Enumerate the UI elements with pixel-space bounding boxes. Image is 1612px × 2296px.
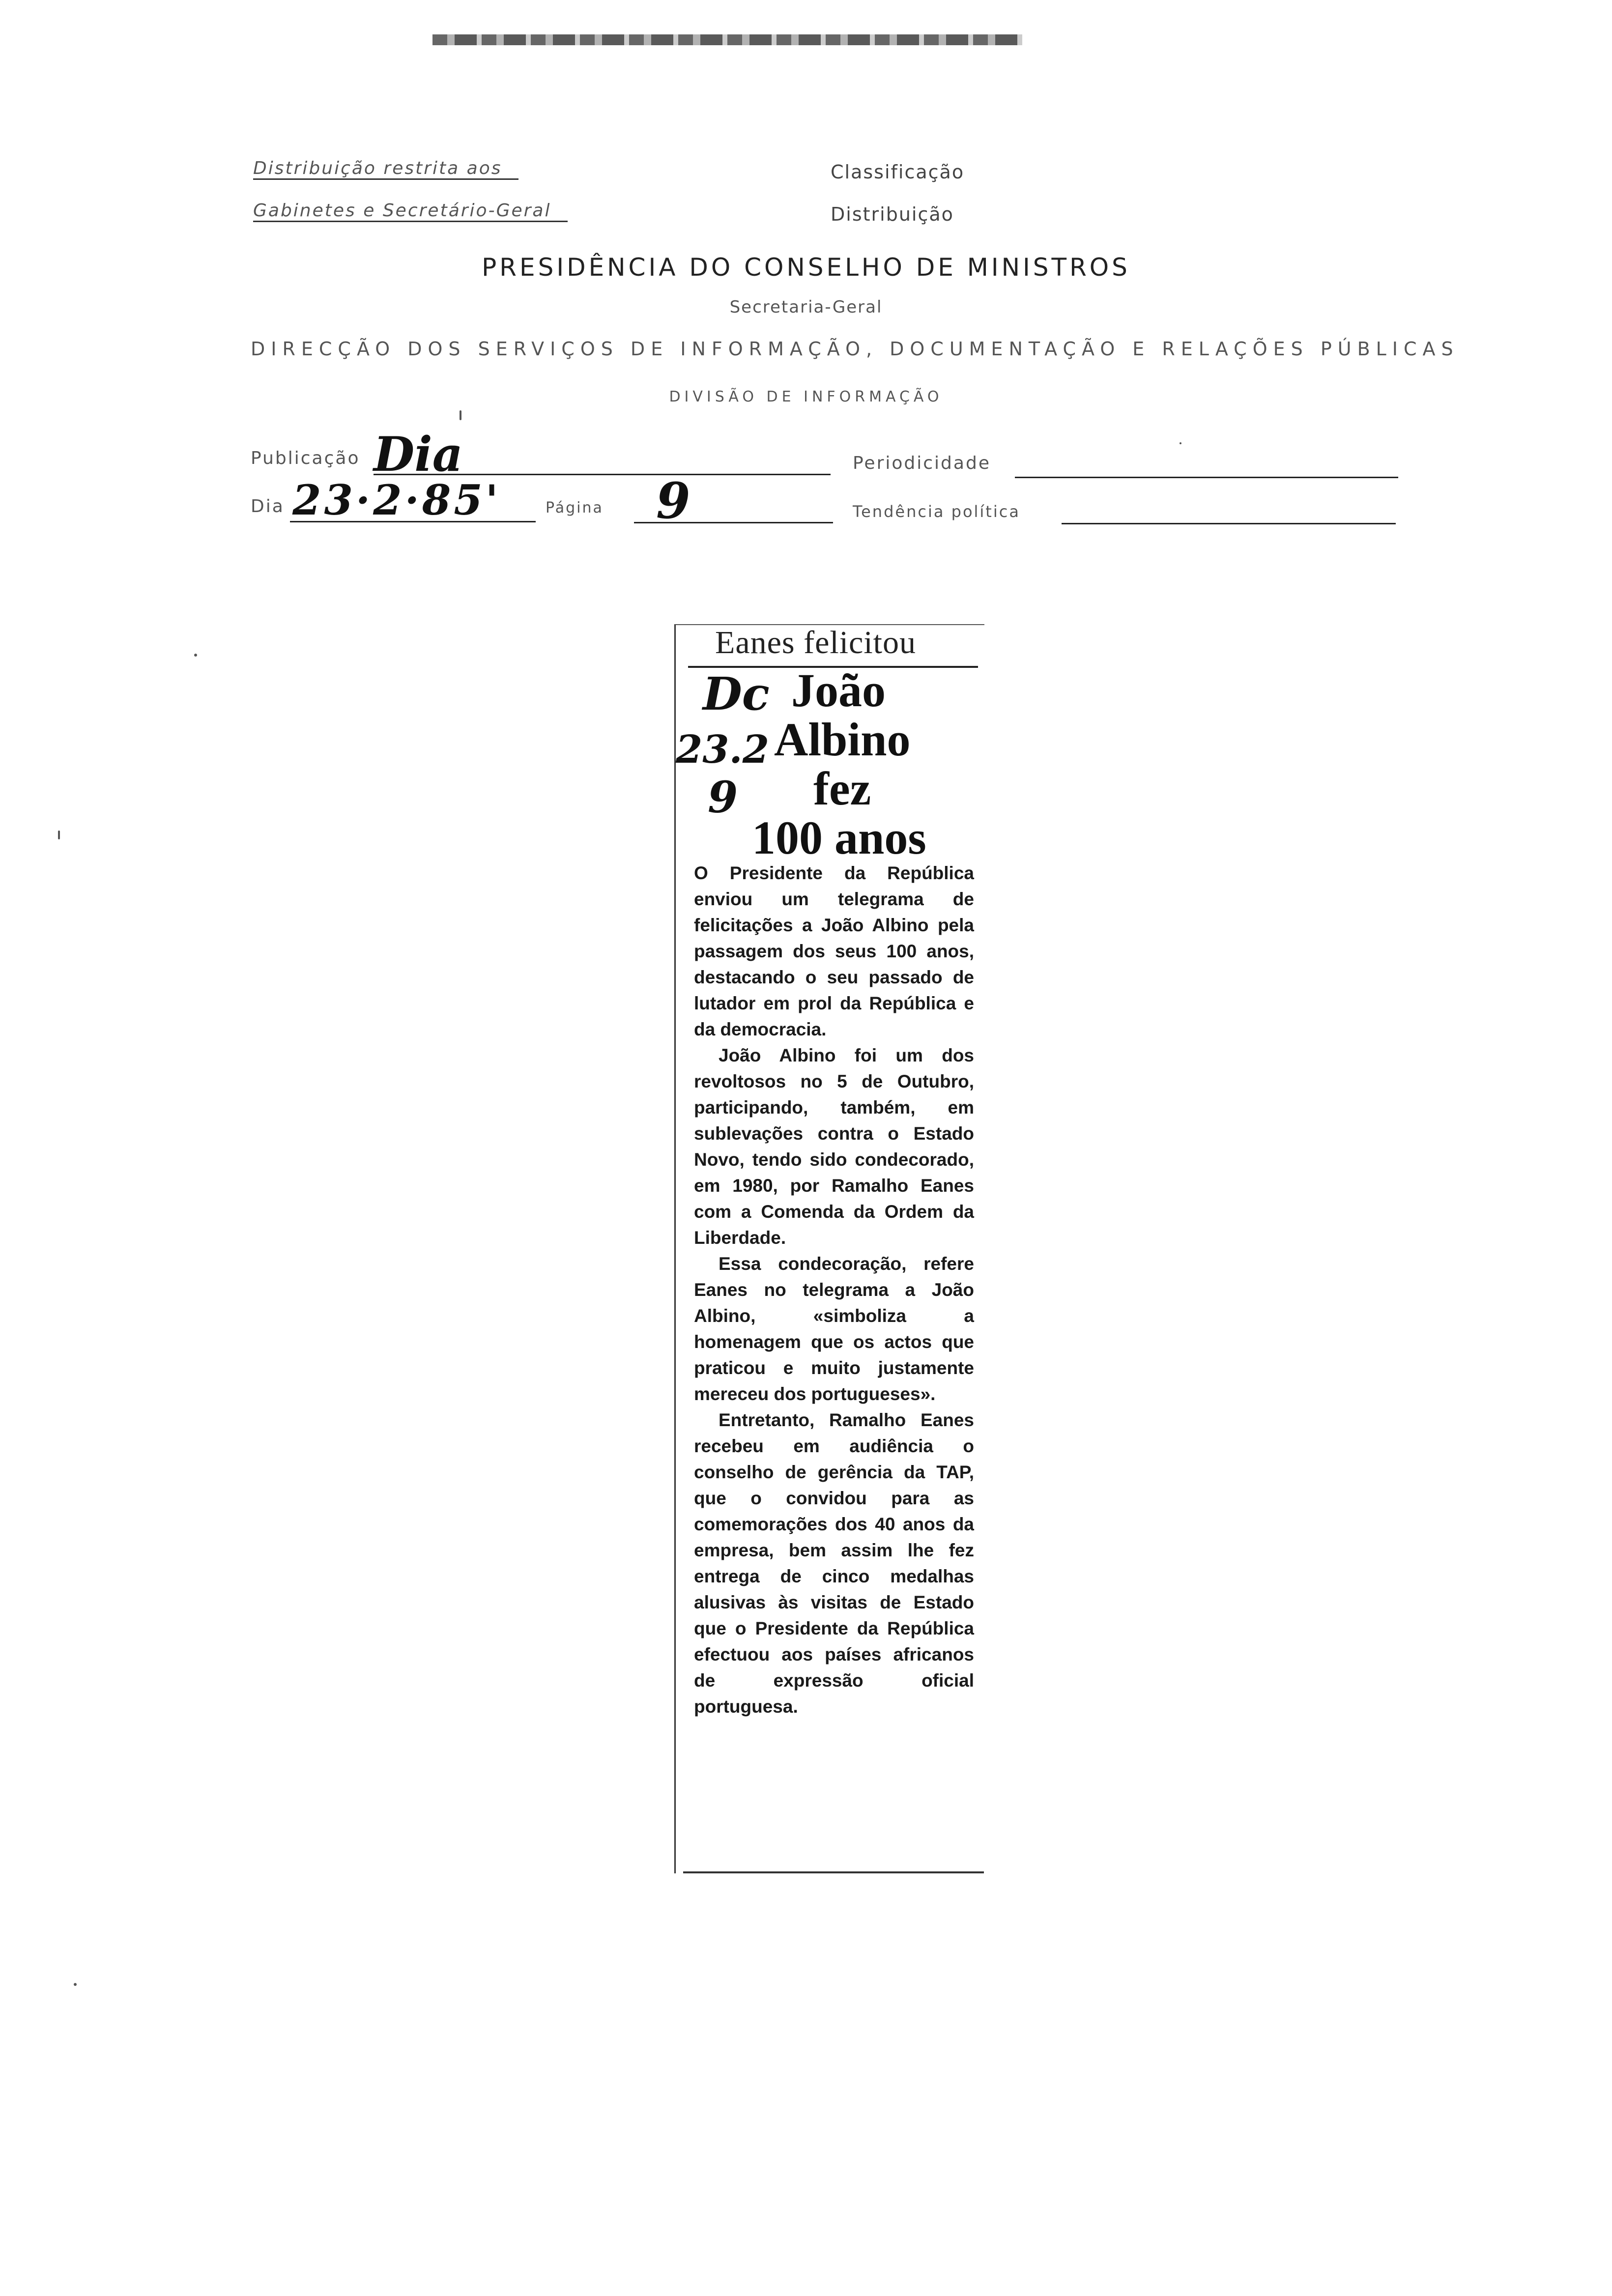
headline-line-2: Albino [774,713,911,766]
directorate-line: DIRECÇÃO DOS SERVIÇOS DE INFORMAÇÃO, DOCUMENTAÇÃO E RELAÇÕES PÚBLICAS [251,338,1459,360]
clipping-bottom-edge [683,1871,984,1873]
publication-line [374,474,831,475]
publication-label: Publicação [251,448,360,468]
scan-speck [1180,442,1181,444]
political-tendency-label: Tendência política [853,502,1020,521]
day-label: Dia [251,496,285,517]
page-label: Página [546,499,604,517]
page-value: 9 [656,472,691,530]
page-line [634,522,833,523]
article-paragraph-1: O Presidente da República enviou um telegrama de felicitações a João Albino pela passagem dos seus 100 anos, destacando o seu passado de lutador em prol da República e da democracia. [694,863,974,1039]
distribution-note-line2: Gabinetes e Secretário-Geral [253,201,568,222]
day-line [290,521,536,522]
scan-speck [58,831,60,839]
periodicity-line [1015,477,1398,478]
clipping-kicker: Eanes felicitou [715,625,917,660]
day-value: 23·2·85' [292,476,501,524]
scan-speck [74,1983,77,1986]
annotation-page: 9 [708,772,738,823]
political-tendency-line [1062,523,1396,524]
ministry-subtitle: Secretaria-Geral [729,297,883,317]
classification-label: Classificação [831,161,965,183]
division-line: DIVISÃO DE INFORMAÇÃO [669,388,943,405]
headline-line-4: 100 anos [752,811,926,864]
scan-speck [460,410,461,420]
scan-speck [194,654,197,657]
article-paragraph-3: Essa condecoração, refere Eanes no telegrama a João Albino, «simboliza a homenagem que os actos que praticou e muito justamente mereceu dos portugueses». [694,1254,974,1404]
article-body [694,860,974,1720]
ministry-title: PRESIDÊNCIA DO CONSELHO DE MINISTROS [482,253,1130,282]
annotation-dc: Dc [703,667,770,720]
annotation-date: 23.2 [676,727,769,772]
article-paragraph-4: Entretanto, Ramalho Eanes recebeu em audiência o conselho de gerência da TAP, que o convidou para as comemorações dos 40 anos da empresa, bem assim lhe fez entrega de cinco medalhas alusivas às visitas de Estado que o Presidente da República efectuou aos países africanos de expressão oficial portuguesa. [694,1410,974,1717]
headline-line-3: fez [813,762,871,815]
distribution-note-line1: Distribuição restrita aos [253,158,518,180]
article-paragraph-2: João Albino foi um dos revoltosos no 5 de Outubro, participando, também, em sublevações contra o Estado Novo, tendo sido condecorado, em 1980, por Ramalho Eanes com a Comenda da Ordem da Liberdade. [694,1045,974,1248]
periodicity-label: Periodicidade [853,453,991,473]
headline-line-1: João [791,664,886,717]
scan-artifact-bar [432,34,1022,45]
distribution-label: Distribuição [831,203,954,225]
publication-value: Dia [374,427,463,482]
